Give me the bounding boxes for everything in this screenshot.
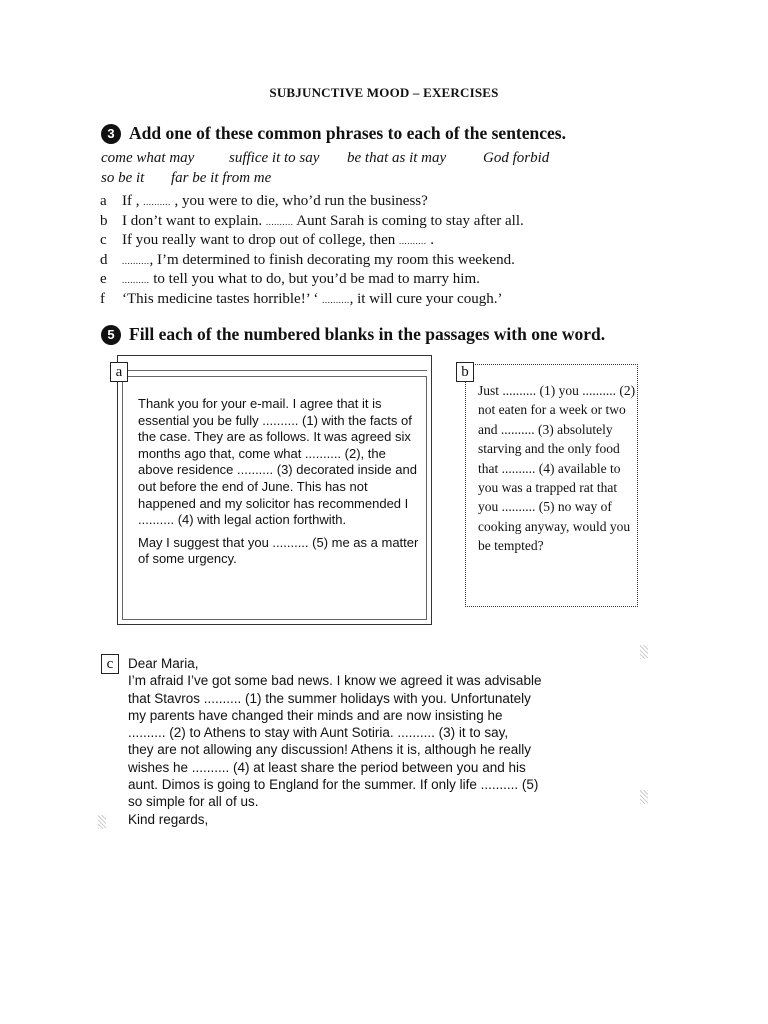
sentence-text: I don’t want to explain. [122,213,266,229]
sentence-f [100,290,502,311]
letter-line: my parents have changed their minds and are now insisting he [128,707,503,723]
sentence-text: , I’m determined to finish decorating my room this weekend. [149,252,515,268]
sentence-text: , you were to die, who’d run the business? [170,193,428,209]
letter-line: wishes he .......... (4) at least share the period between you and his [128,759,526,775]
blank: .......... [322,295,350,305]
passage-c-label: c [101,654,119,674]
letter-line: they are not allowing any discussion! Athens it is, although he really [128,742,531,758]
exercise-5-number: 5 [101,325,121,345]
sentence-letter: e [100,271,107,287]
phrase: God forbid [483,150,550,166]
scan-noise [98,815,106,829]
blank: .......... [122,275,150,285]
passage-a-text [138,396,423,568]
divider [122,370,427,371]
passage-a-paragraph-1: Thank you for your e-mail. I agree that it is essential you be fully .......... (1) with the facts of the case. They are as follows. It was agreed six months ago that, come what .......... (2), the above residence .......... (3) decorated inside and out before the end of June. This has not happened and my solicitor has recommended I .......... (4) with legal action forthwith. [138,396,417,528]
exercise-5-heading [101,324,605,345]
exercise-3-instruction: Add one of these common phrases to each of the sentences. [129,123,566,143]
exercise-3-number: 3 [101,124,121,144]
letter-line: so simple for all of us. [128,794,259,810]
sentence-text: . [426,232,435,248]
sentence-d [100,251,515,272]
sentence-c [100,231,434,252]
sentence-text: Aunt Sarah is coming to stay after all. [293,213,524,229]
passage-b-label: b [456,362,474,382]
sentence-text: If you really want to drop out of college, then [122,232,400,248]
sentence-text: , it will cure your cough.’ [349,291,503,307]
letter-line: I’m afraid I’ve got some bad news. I know we agreed it was advisable [128,673,542,689]
passage-c-letter [128,655,638,828]
page-title: SUBJUNCTIVE MOOD – EXERCISES [269,85,499,100]
sentence-letter: a [100,193,107,209]
letter-line: that Stavros .......... (1) the summer holidays with you. Unfortunately [128,690,531,706]
phrase-list-row-2 [101,170,271,187]
phrase: so be it [101,170,145,186]
letter-line: aunt. Dimos is going to England for the summer. If only life .......... (5) [128,777,539,793]
sentence-text: to tell you what to do, but you’d be mad to marry him. [149,271,480,287]
letter-line: Kind regards, [128,811,209,827]
sentence-letter: d [100,252,108,268]
blank: .......... [143,197,171,207]
phrase: suffice it to say [229,150,320,166]
sentence-a [100,192,428,213]
sentence-letter: f [100,291,105,307]
passage-a-paragraph-2: May I suggest that you .......... (5) me as a matter of some urgency. [138,534,419,567]
blank: .......... [122,256,150,266]
sentence-text: If , [122,193,144,209]
phrase-list-row-1 [101,150,549,167]
sentence-e [100,270,480,291]
phrase: be that as it may [347,150,447,166]
phrase: come what may [101,150,195,166]
letter-line: Dear Maria, [128,656,199,671]
blank: .......... [265,217,294,227]
sentence-letter: c [100,232,107,248]
scan-noise [640,790,648,804]
sentence-text: ‘This medicine tastes horrible!’ ‘ [122,291,323,307]
phrase: far be it from me [171,170,272,186]
passage-b-text: Just .......... (1) you .......... (2) not eaten for a week or two and .......... (3) absolutely starving and the only food that .......... (4) available to you was a trapped rat that you .......... (5) no way of cooking anyway, would you be tempted? [478,383,636,554]
letter-line: .......... (2) to Athens to stay with Aunt Sotiria. .......... (3) it to say, [128,725,509,741]
sentence-letter: b [100,213,108,229]
passage-a-label: a [110,362,128,382]
exercise-5-instruction: Fill each of the numbered blanks in the passages with one word. [129,324,606,344]
scan-noise [640,645,648,659]
exercise-3-heading [101,123,566,144]
blank: .......... [399,236,427,246]
sentence-b [100,212,524,233]
